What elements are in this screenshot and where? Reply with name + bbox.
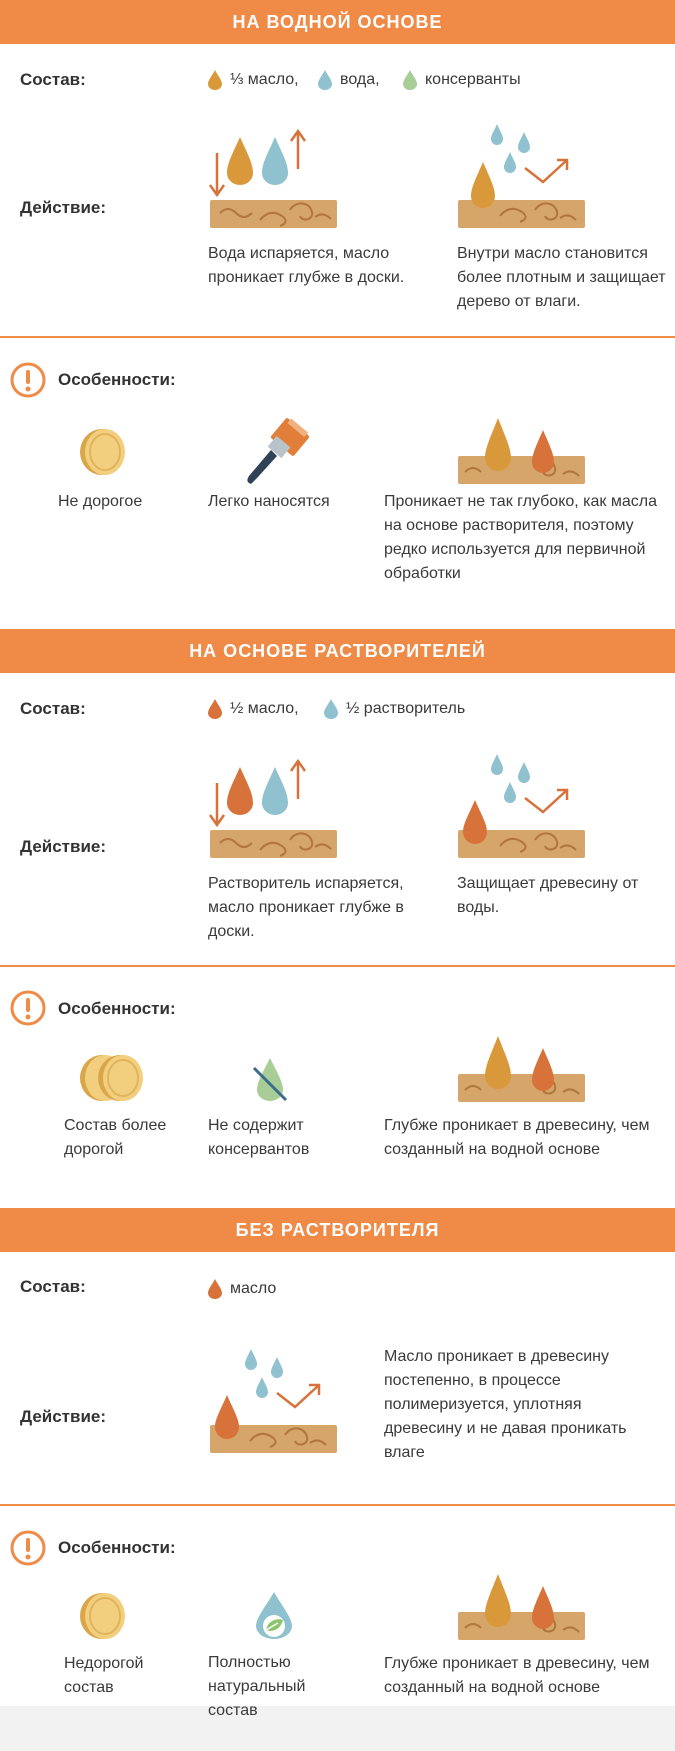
coins-icon bbox=[78, 1054, 146, 1102]
arrow-up-icon bbox=[291, 761, 305, 799]
arrow-up-icon bbox=[291, 131, 305, 169]
water-drop-icon bbox=[262, 137, 288, 185]
wood-plank-icon bbox=[458, 1612, 585, 1640]
composition-label: Состав: bbox=[20, 1277, 86, 1296]
oil-drop-icon bbox=[227, 137, 253, 185]
water-drop-icon bbox=[262, 767, 288, 815]
protection-illustration bbox=[455, 120, 590, 230]
composition-label: Состав: bbox=[20, 70, 86, 89]
composition-item: ⅓ масло, bbox=[208, 70, 299, 90]
water-drop-icon bbox=[271, 1357, 283, 1378]
coin-icon bbox=[78, 428, 128, 476]
composition-item: ½ растворитель bbox=[324, 699, 465, 719]
action-label: Действие: bbox=[20, 198, 107, 217]
water-drop-icon bbox=[318, 70, 332, 90]
penetration-illustration bbox=[455, 1030, 590, 1105]
exclamation-icon bbox=[10, 990, 46, 1026]
oil-drop-icon bbox=[463, 800, 487, 844]
oil-drop-icon bbox=[532, 1048, 554, 1091]
exclamation-icon bbox=[10, 1530, 46, 1566]
deflect-arrow-icon bbox=[525, 160, 567, 182]
oil-drop-icon bbox=[208, 1279, 222, 1299]
features-label: Особенности: bbox=[58, 370, 176, 389]
oil-drop-icon bbox=[485, 1036, 511, 1089]
deflect-arrow-icon bbox=[277, 1385, 319, 1407]
section-title-water-based: НА ВОДНОЙ ОСНОВЕ bbox=[0, 0, 675, 44]
action-label: Действие: bbox=[20, 1407, 107, 1426]
deflect-arrow-icon bbox=[525, 790, 567, 812]
water-drop-icon bbox=[256, 1377, 268, 1398]
feature-text: Глубже проникает в древесину, чем созданный на водной основе bbox=[384, 1117, 650, 1158]
composition-item: вода, bbox=[318, 70, 380, 90]
section-divider bbox=[0, 1504, 675, 1506]
oil-drop-icon bbox=[227, 767, 253, 815]
oil-drop-icon bbox=[208, 699, 222, 719]
action-text: Внутри масло становится более плотным и защищает дерево от влаги. bbox=[457, 245, 666, 310]
feature-text: Легко наносятся bbox=[208, 493, 330, 510]
arrow-down-icon bbox=[210, 783, 224, 825]
polymerization-illustration bbox=[205, 1345, 340, 1455]
feature-text: Проникает не так глубоко, как масла на основе растворителя, поэтому редко используется для первичной обработки bbox=[384, 493, 657, 582]
section-title-solvent-based: НА ОСНОВЕ РАСТВОРИТЕЛЕЙ bbox=[0, 629, 675, 673]
oil-drop-icon bbox=[215, 1395, 239, 1439]
action-text: Вода испаряется, масло проникает глубже в доски. bbox=[208, 245, 405, 286]
water-drop-icon bbox=[245, 1349, 257, 1370]
evaporation-illustration bbox=[205, 125, 340, 230]
exclamation-icon bbox=[10, 362, 46, 398]
oil-drop-icon bbox=[532, 1586, 554, 1629]
natural-drop-icon bbox=[252, 1590, 296, 1640]
section-title-solvent-free: БЕЗ РАСТВОРИТЕЛЯ bbox=[0, 1208, 675, 1252]
section-divider bbox=[0, 965, 675, 967]
composition-item: консерванты bbox=[403, 70, 521, 90]
wood-plank-icon bbox=[210, 200, 337, 228]
water-drop-icon bbox=[491, 124, 503, 145]
oil-drop-icon bbox=[208, 70, 222, 90]
water-drop-icon bbox=[518, 762, 530, 783]
wood-plank-icon bbox=[458, 456, 585, 484]
feature-text: Состав более дорогой bbox=[64, 1117, 167, 1158]
oil-drop-icon bbox=[532, 430, 554, 473]
preservative-drop-icon bbox=[403, 70, 417, 90]
oil-drop-icon bbox=[471, 162, 495, 208]
composition-item: ½ масло, bbox=[208, 699, 299, 719]
composition-label: Состав: bbox=[20, 699, 86, 718]
water-drop-icon bbox=[504, 782, 516, 803]
wood-plank-icon bbox=[210, 830, 337, 858]
penetration-illustration bbox=[455, 412, 590, 487]
feature-text: Полностью натуральный состав bbox=[208, 1654, 306, 1719]
oil-drop-icon bbox=[485, 1574, 511, 1627]
action-text: Масло проникает в древесину постепенно, в процессе полимеризуется, уплотняя древесину и не давая проникать влаге bbox=[384, 1348, 627, 1461]
protection-illustration bbox=[455, 750, 590, 860]
section-divider bbox=[0, 336, 675, 338]
arrow-down-icon bbox=[210, 153, 224, 195]
action-text: Защищает древесину от воды. bbox=[457, 875, 639, 916]
composition-item: масло bbox=[208, 1279, 276, 1299]
water-drop-icon bbox=[324, 699, 338, 719]
features-label: Особенности: bbox=[58, 1538, 176, 1557]
action-text: Растворитель испаряется, масло проникает глубже в доски. bbox=[208, 875, 404, 940]
feature-text: Не дорогое bbox=[58, 493, 143, 510]
wood-plank-icon bbox=[458, 1074, 585, 1102]
no-preservative-icon bbox=[250, 1056, 290, 1102]
evaporation-illustration bbox=[205, 755, 340, 860]
features-label: Особенности: bbox=[58, 999, 176, 1018]
coin-icon bbox=[78, 1592, 128, 1640]
water-drop-icon bbox=[504, 152, 516, 173]
brush-icon bbox=[243, 418, 313, 486]
action-label: Действие: bbox=[20, 837, 107, 856]
feature-text: Глубже проникает в древесину, чем созданный на водной основе bbox=[384, 1655, 650, 1696]
water-drop-icon bbox=[491, 754, 503, 775]
oil-drop-icon bbox=[485, 418, 511, 471]
feature-text: Недорогой состав bbox=[64, 1655, 144, 1696]
feature-text: Не содержит консервантов bbox=[208, 1117, 310, 1158]
water-drop-icon bbox=[518, 132, 530, 153]
penetration-illustration bbox=[455, 1568, 590, 1643]
